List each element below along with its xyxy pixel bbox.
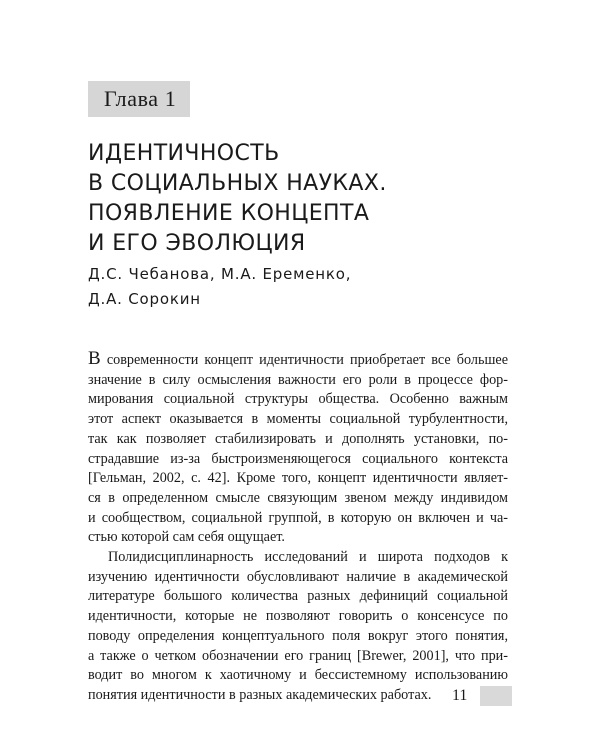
- paragraph-line: ся в определенном смысле связующим звеном между индивидом: [88, 489, 508, 506]
- paragraph-1: [88, 349, 508, 548]
- paragraph-line: [88, 349, 508, 371]
- chapter-title-line: И ЕГО ЭВОЛЮЦИЯ: [88, 231, 306, 256]
- authors-line: Д.А. Сорокин: [88, 290, 201, 308]
- paragraph-line: а также о четком обозначении его границ [Brewer, 2001], что при-: [88, 647, 508, 664]
- drop-cap: В: [88, 348, 101, 369]
- paragraph-line: литературе большого количества разных дефиниций социальной: [88, 588, 508, 605]
- page-number-tab: [480, 686, 512, 706]
- paragraph-line: стью которой сам себя ощущает.: [88, 529, 285, 546]
- chapter-label: Глава 1: [104, 86, 177, 111]
- body-text: [88, 349, 508, 706]
- chapter-title: [88, 139, 548, 259]
- paragraph-2: [88, 548, 508, 706]
- paragraph-line: водит во многом к хаотичному и бессистемному использованию: [88, 667, 508, 684]
- chapter-title-line: ИДЕНТИЧНОСТЬ: [88, 141, 280, 166]
- paragraph-line: и сообществом, социальной группой, в которую он включен и ча-: [88, 509, 508, 526]
- paragraph-line: [Гельман, 2002, с. 42]. Кроме того, концепт идентичности являет-: [88, 470, 508, 487]
- paragraph-line: идентичности, которые не позволяют говорить о консенсусе по: [88, 608, 508, 625]
- paragraph-line-text: современности концепт идентичности приобретает все большее: [100, 352, 508, 368]
- paragraph-line: поводу определения концептуального поля вокруг этого понятия,: [88, 627, 508, 644]
- paragraph-line: понятия идентичности в разных академических работах.: [88, 686, 432, 703]
- chapter-title-line: ПОЯВЛЕНИЕ КОНЦЕПТА: [88, 201, 370, 226]
- paragraph-line: мирования социальной структуры общества. Особенно важным: [88, 391, 508, 408]
- paragraph-line: Полидисциплинарность исследований и широта подходов к: [108, 549, 508, 566]
- paragraph-line: изучению идентичности обусловливают наличие в академической: [88, 568, 508, 585]
- paragraph-line: этот аспект оказывается в моменты социальной турбулентности,: [88, 411, 508, 428]
- chapter-authors: [88, 262, 548, 312]
- authors-line: Д.С. Чебанова, М.А. Еременко,: [88, 265, 352, 283]
- page-number: 11: [452, 687, 468, 704]
- chapter-title-line: В СОЦИАЛЬНЫХ НАУКАХ.: [88, 171, 387, 196]
- paragraph-line: страдавшие из-за быстроизменяющегося социального контекста: [88, 450, 508, 467]
- paragraph-line: так как позволяет стабилизировать и дополнять установки, по-: [88, 430, 508, 447]
- paragraph-line: значение в силу осмысления важности его роли в процессе фор-: [88, 371, 508, 388]
